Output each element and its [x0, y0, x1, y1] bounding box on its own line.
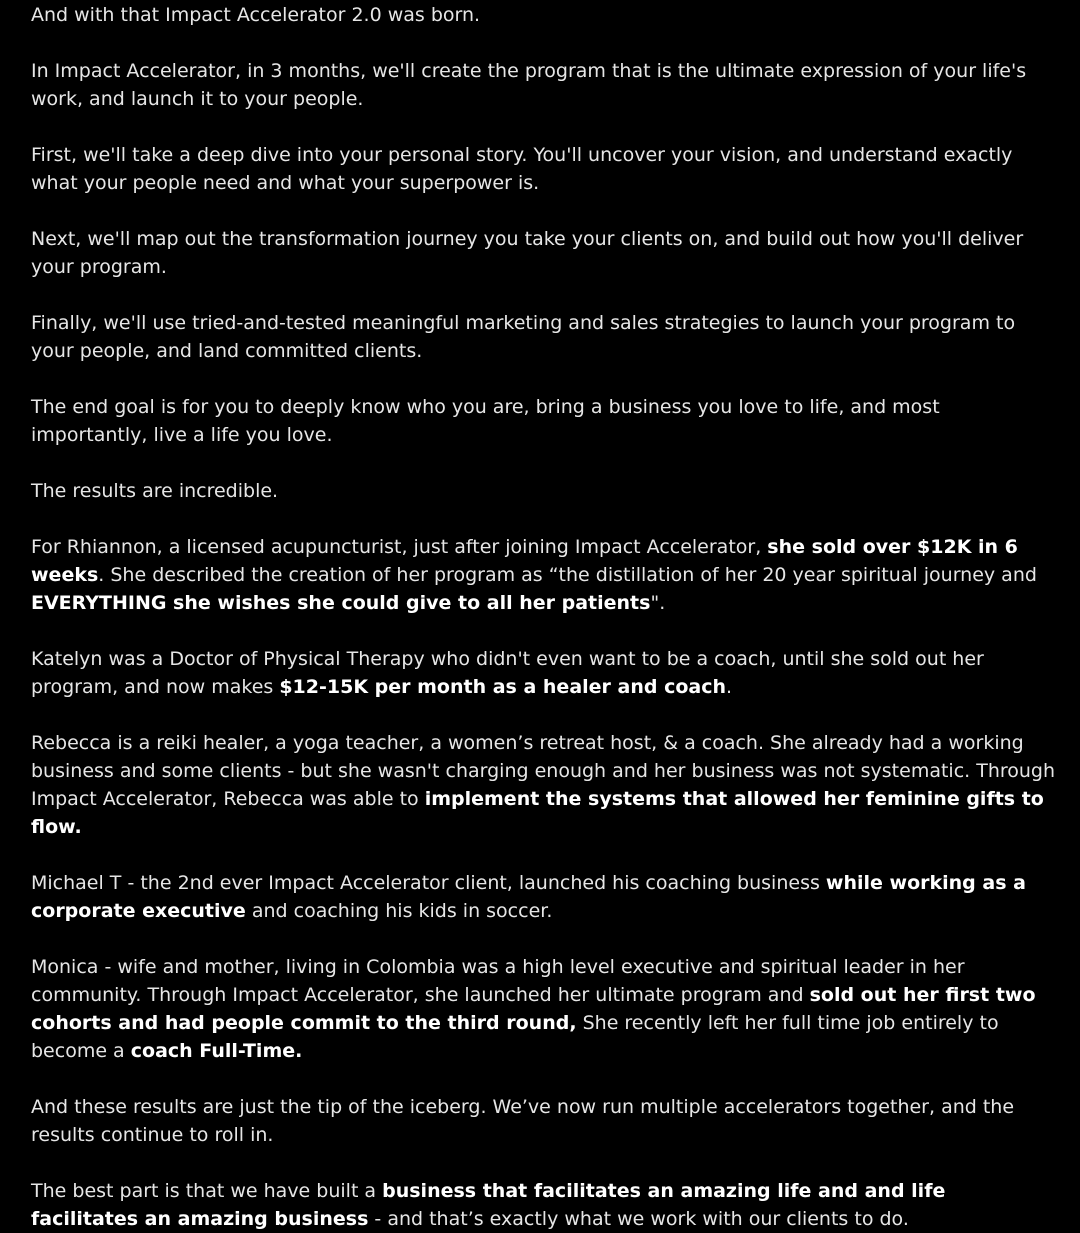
text: In Impact Accelerator, in 3 months, we'll create the program that is the ultimate expression of your life's work, and launch it to your people. [31, 60, 1027, 110]
text: Michael T - the 2nd ever Impact Accelerator client, launched his coaching business [31, 872, 826, 894]
text: And these results are just the tip of the iceberg. We’ve now run multiple accelerators together, and the results continue to roll in. [31, 1096, 1015, 1146]
paragraph [31, 869, 1056, 925]
text: And with that Impact Accelerator 2.0 was born. [31, 4, 481, 26]
text: The end goal is for you to deeply know who you are, bring a business you love to life, and most importantly, live a life you love. [31, 396, 940, 446]
bold-text: coach Full-Time. [130, 1040, 303, 1062]
paragraph [31, 57, 1056, 113]
text: and coaching his kids in soccer. [245, 900, 553, 922]
text: Rebecca is a reiki healer, a yoga teacher, a women’s retreat host, & a coach. She already had a working business and some clients - but she wasn't charging enough and her business was not systematic. Through Impact Accelerator, Rebecca was able to [31, 732, 1056, 810]
paragraph [31, 953, 1056, 1065]
paragraph [31, 645, 1056, 701]
text: Katelyn was a Doctor of Physical Therapy who didn't even want to be a coach, until she sold out her program, and now makes [31, 648, 984, 698]
text: - and that’s exactly what we work with our clients to do. [368, 1208, 909, 1230]
paragraph [31, 533, 1056, 617]
text: Next, we'll map out the transformation journey you take your clients on, and build out how you'll deliver your program. [31, 228, 1024, 278]
paragraph [31, 1177, 1056, 1233]
text: First, we'll take a deep dive into your personal story. You'll uncover your vision, and understand exactly what your people need and what your superpower is. [31, 144, 1013, 194]
text: The best part is that we have built a [31, 1180, 383, 1202]
bold-text: business that facilitates an amazing life and and life facilitates an amazing business [31, 1180, 946, 1230]
text: Monica - wife and mother, living in Colombia was a high level executive and spiritual leader in her community. Through Impact Accelerator, she launched her ultimate program and [31, 956, 965, 1006]
text: She recently left her full time job entirely to become a [31, 1012, 999, 1062]
paragraph [31, 477, 1056, 505]
text: ". [650, 592, 666, 614]
paragraph [31, 141, 1056, 197]
bold-text: she sold over $12K in 6 weeks [31, 536, 1018, 586]
paragraph [31, 309, 1056, 365]
bold-text: implement the systems that allowed her feminine gifts to flow. [31, 788, 1044, 838]
bold-text: EVERYTHING she wishes she could give to all her patients [31, 592, 651, 614]
text: . [726, 676, 733, 698]
paragraph [31, 729, 1056, 841]
bold-text: $12-15K per month as a healer and coach [279, 676, 727, 698]
paragraph [31, 1093, 1056, 1149]
bold-text: while working as a corporate executive [31, 872, 1026, 922]
paragraph [31, 393, 1056, 449]
text: Finally, we'll use tried-and-tested meaningful marketing and sales strategies to launch your program to your people, and land committed clients. [31, 312, 1016, 362]
paragraph [31, 225, 1056, 281]
bold-text: sold out her first two cohorts and had people commit to the third round, [31, 984, 1036, 1034]
text: The results are incredible. [31, 480, 279, 502]
paragraph [31, 1, 1056, 29]
text: . She described the creation of her program as “the distillation of her 20 year spiritual journey and [98, 564, 1037, 586]
text: For Rhiannon, a licensed acupuncturist, just after joining Impact Accelerator, [31, 536, 768, 558]
